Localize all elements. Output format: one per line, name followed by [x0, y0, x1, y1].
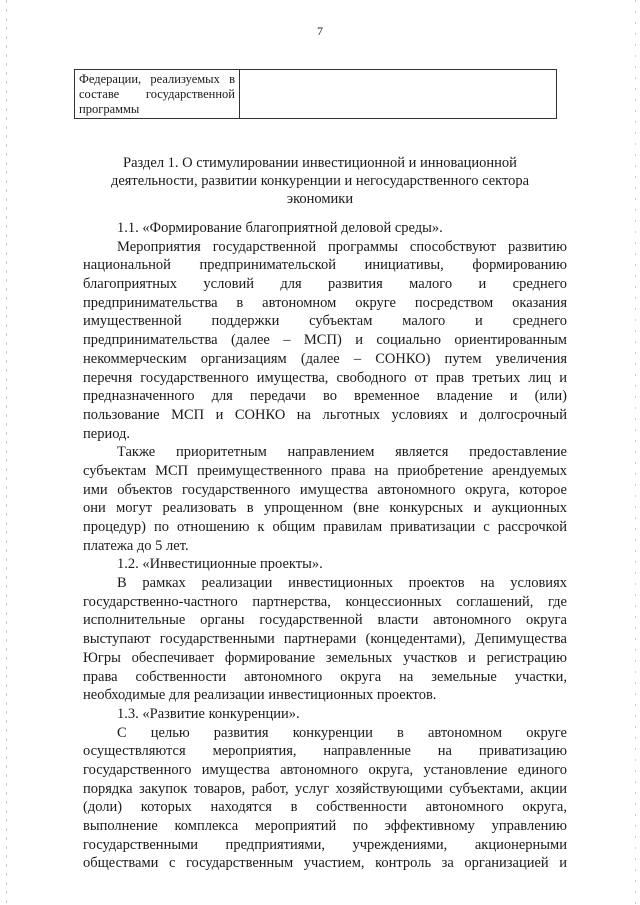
text-line: В рамках реализации инвестиционных проектов на условиях [117, 575, 567, 592]
table-row [75, 70, 557, 119]
text-line: государственно-частного партнерства, концессионных соглашений, где [83, 593, 567, 610]
text-line: государственного имущества автономного округа, установление единого [83, 761, 567, 778]
text-line: платежа до 5 лет. [83, 537, 189, 554]
text-line: права собственности автономного округа на земельные участки, [83, 668, 567, 685]
text-line: порядка закупок товаров, работ, услуг хозяйствующими субъектами, акции [83, 780, 567, 797]
text-line: выступают государственными партнерами (концедентами), Депимущества [83, 631, 567, 648]
section-title-line: деятельности, развитии конкуренции и негосударственного сектора [110, 173, 530, 189]
text-line: ими объектов государственного имущества автономного округа, которое [83, 481, 567, 498]
text-line: процедур) по отношению к общим правилам приватизации с рассрочкой [83, 519, 567, 535]
text-line: государственными предприятиями, учреждениями, акционерными [83, 836, 567, 853]
table-cell-right [240, 70, 557, 119]
section-title-line: экономики [286, 191, 354, 207]
text-line: Мероприятия государственной программы способствуют развитию [117, 238, 567, 255]
text-line: Также приоритетным направлением является предоставление [117, 444, 567, 461]
body-text [83, 219, 567, 873]
text-line: выполнение комплекса мероприятий по эффективному управлению [83, 818, 567, 834]
text-line: Югры обеспечивает формирование земельных участков и регистрацию [83, 649, 567, 666]
text-line: они могут реализовать в упрощенном (вне конкурсных и аукционных [83, 500, 567, 517]
text-line: исполнительные органы государственной власти автономного округа [83, 612, 567, 629]
text-line: осуществляются мероприятия, направленные на приватизацию [83, 743, 567, 760]
text-line: С целью развития конкуренции в автономном округе [117, 724, 567, 741]
text-line: 1.3. «Развитие конкуренции». [117, 705, 300, 722]
text-line: некоммерческим организациям (далее – СОНКО) путем увеличения [83, 350, 567, 367]
table-cell-left [75, 70, 240, 119]
scan-edge-right [635, 0, 636, 905]
page-number: 7 [317, 24, 323, 38]
text-line: предпринимательства (далее – МСП) и социально ориентированным [83, 332, 567, 349]
continuation-table [74, 69, 557, 119]
text-line: необходимые для реализации инвестиционных проектов. [83, 687, 437, 704]
text-line: предназначенного для передачи во временное владение и (или) [83, 388, 567, 405]
text-line: национальной предпринимательской инициативы, формированию [83, 257, 567, 274]
section-title [90, 154, 550, 208]
text-line: перечня государственного имущества, свободного от прав третьих лиц и [83, 369, 567, 386]
text-line: субъектам МСП преимущественного права на приобретение арендуемых [83, 462, 567, 479]
text-line: предпринимательства в автономном округе посредством оказания [83, 294, 567, 311]
scan-edge-left [6, 0, 7, 905]
text-line: имущественной поддержки субъектам малого и среднего [83, 313, 567, 330]
text-line: период. [83, 425, 131, 442]
text-line: пользование МСП и СОНКО на льготных условиях и долгосрочный [83, 406, 567, 423]
text-line: 1.1. «Формирование благоприятной деловой среды». [117, 220, 443, 236]
table-cell-line: программы [79, 102, 140, 116]
section-title-line: Раздел 1. О стимулировании инвестиционной и инновационной [123, 155, 517, 171]
text-line: (доли) которых находятся в собственности автономного округа, [83, 799, 567, 816]
text-line: 1.2. «Инвестиционные проекты». [117, 556, 323, 573]
table-cell-line: Федерации, реализуемых в [79, 72, 235, 86]
table-cell-line: составе государственной [79, 87, 235, 101]
text-line: благоприятных условий для развития малого и среднего [83, 276, 567, 293]
text-line: обществами с государственным участием, контроль за организацией и [83, 855, 567, 872]
